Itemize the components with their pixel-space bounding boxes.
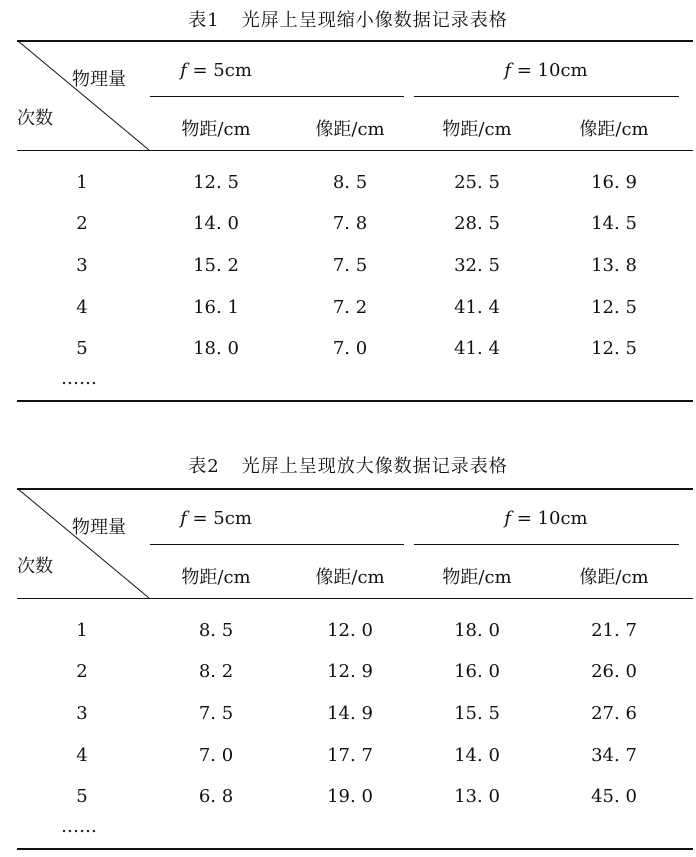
header-bottom-rule: [17, 150, 693, 151]
table-cell: 7. 2: [332, 297, 368, 318]
trial-number-cell: 4: [76, 745, 88, 766]
group-header: [146, 60, 286, 81]
focal-length-symbol: f: [504, 60, 512, 81]
column-header: 物距/cm: [442, 567, 512, 588]
table-cell: 16. 9: [591, 172, 637, 193]
corner-label-quantity: 物理量: [72, 69, 126, 90]
table-cell: 16. 1: [193, 297, 239, 318]
table-caption: [0, 6, 696, 32]
group-rule: [414, 544, 679, 545]
table-cell: 14. 0: [193, 213, 239, 234]
corner-label-trial: 次数: [17, 108, 53, 129]
table-cell: 28. 5: [454, 213, 500, 234]
table-caption-text: 光屏上呈现缩小像数据记录表格: [241, 10, 508, 31]
table-bottom-rule: [17, 848, 693, 850]
trial-number-cell: 3: [76, 255, 88, 276]
table-cell: 41. 4: [454, 297, 500, 318]
table-caption: [0, 452, 696, 478]
trial-number-cell: 2: [76, 213, 88, 234]
focal-length-symbol: f: [180, 508, 187, 529]
table-cell: 7. 8: [332, 213, 368, 234]
trial-number-cell: 1: [76, 620, 88, 641]
table-cell: 12. 5: [193, 172, 239, 193]
table-cell: 26. 0: [591, 661, 637, 682]
trial-number-cell: 1: [76, 172, 88, 193]
table-bottom-rule: [17, 400, 693, 402]
table-cell: 34. 7: [591, 745, 637, 766]
continuation-ellipsis: ……: [61, 368, 97, 389]
table-cell: 15. 5: [454, 703, 500, 724]
focal-length-value: = 5cm: [186, 60, 252, 81]
table-cell: 8. 2: [198, 661, 234, 682]
focal-length-symbol: f: [180, 60, 187, 81]
header-bottom-rule: [17, 598, 693, 599]
table-cell: 15. 2: [193, 255, 239, 276]
focal-length-value: = 10cm: [511, 60, 588, 81]
table-cell: 14. 5: [591, 213, 637, 234]
focal-length-symbol: f: [504, 508, 512, 529]
table-cell: 16. 0: [454, 661, 500, 682]
corner-diagonal-line: [17, 488, 149, 598]
table-cell: 14. 9: [327, 703, 373, 724]
corner-label-quantity: 物理量: [72, 517, 126, 538]
table-caption-number: 表2: [188, 456, 220, 477]
group-header: [476, 60, 616, 81]
table-cell: 27. 6: [591, 703, 637, 724]
table-cell: 7. 0: [198, 745, 234, 766]
group-rule: [150, 96, 404, 97]
data-table: [17, 488, 693, 850]
table-cell: 12. 5: [591, 297, 637, 318]
focal-length-value: = 5cm: [186, 508, 252, 529]
focal-length-value: = 10cm: [511, 508, 588, 529]
table-cell: 45. 0: [591, 786, 637, 807]
trial-number-cell: 2: [76, 661, 88, 682]
column-header: 物距/cm: [181, 119, 251, 140]
group-header: [146, 508, 286, 529]
column-header: 像距/cm: [315, 567, 385, 588]
table-cell: 25. 5: [454, 172, 500, 193]
table-caption-text: 光屏上呈现放大像数据记录表格: [241, 456, 508, 477]
column-header: 物距/cm: [442, 119, 512, 140]
table-cell: 18. 0: [454, 620, 500, 641]
table-cell: 7. 5: [198, 703, 234, 724]
trial-number-cell: 5: [76, 786, 88, 807]
table-cell: 41. 4: [454, 338, 500, 359]
table-cell: 7. 5: [332, 255, 368, 276]
column-header: 像距/cm: [579, 119, 649, 140]
group-rule: [414, 96, 679, 97]
table-cell: 12. 0: [327, 620, 373, 641]
table-cell: 14. 0: [454, 745, 500, 766]
table-cell: 7. 0: [332, 338, 368, 359]
column-header: 像距/cm: [315, 119, 385, 140]
table-caption-number: 表1: [188, 10, 220, 31]
table-cell: 21. 7: [591, 620, 637, 641]
table-cell: 13. 8: [591, 255, 637, 276]
table-cell: 6. 8: [198, 786, 234, 807]
corner-diagonal-line: [17, 40, 149, 150]
table-cell: 12. 9: [327, 661, 373, 682]
table-cell: 8. 5: [198, 620, 234, 641]
table-cell: 17. 7: [327, 745, 373, 766]
table-cell: 19. 0: [327, 786, 373, 807]
data-table: [17, 40, 693, 402]
column-header: 像距/cm: [579, 567, 649, 588]
trial-number-cell: 5: [76, 338, 88, 359]
group-header: [476, 508, 616, 529]
continuation-ellipsis: ……: [61, 816, 97, 837]
table-cell: 32. 5: [454, 255, 500, 276]
table-cell: 13. 0: [454, 786, 500, 807]
trial-number-cell: 3: [76, 703, 88, 724]
corner-label-trial: 次数: [17, 556, 53, 577]
table-cell: 8. 5: [332, 172, 368, 193]
table-cell: 12. 5: [591, 338, 637, 359]
column-header: 物距/cm: [181, 567, 251, 588]
trial-number-cell: 4: [76, 297, 88, 318]
group-rule: [150, 544, 404, 545]
table-cell: 18. 0: [193, 338, 239, 359]
